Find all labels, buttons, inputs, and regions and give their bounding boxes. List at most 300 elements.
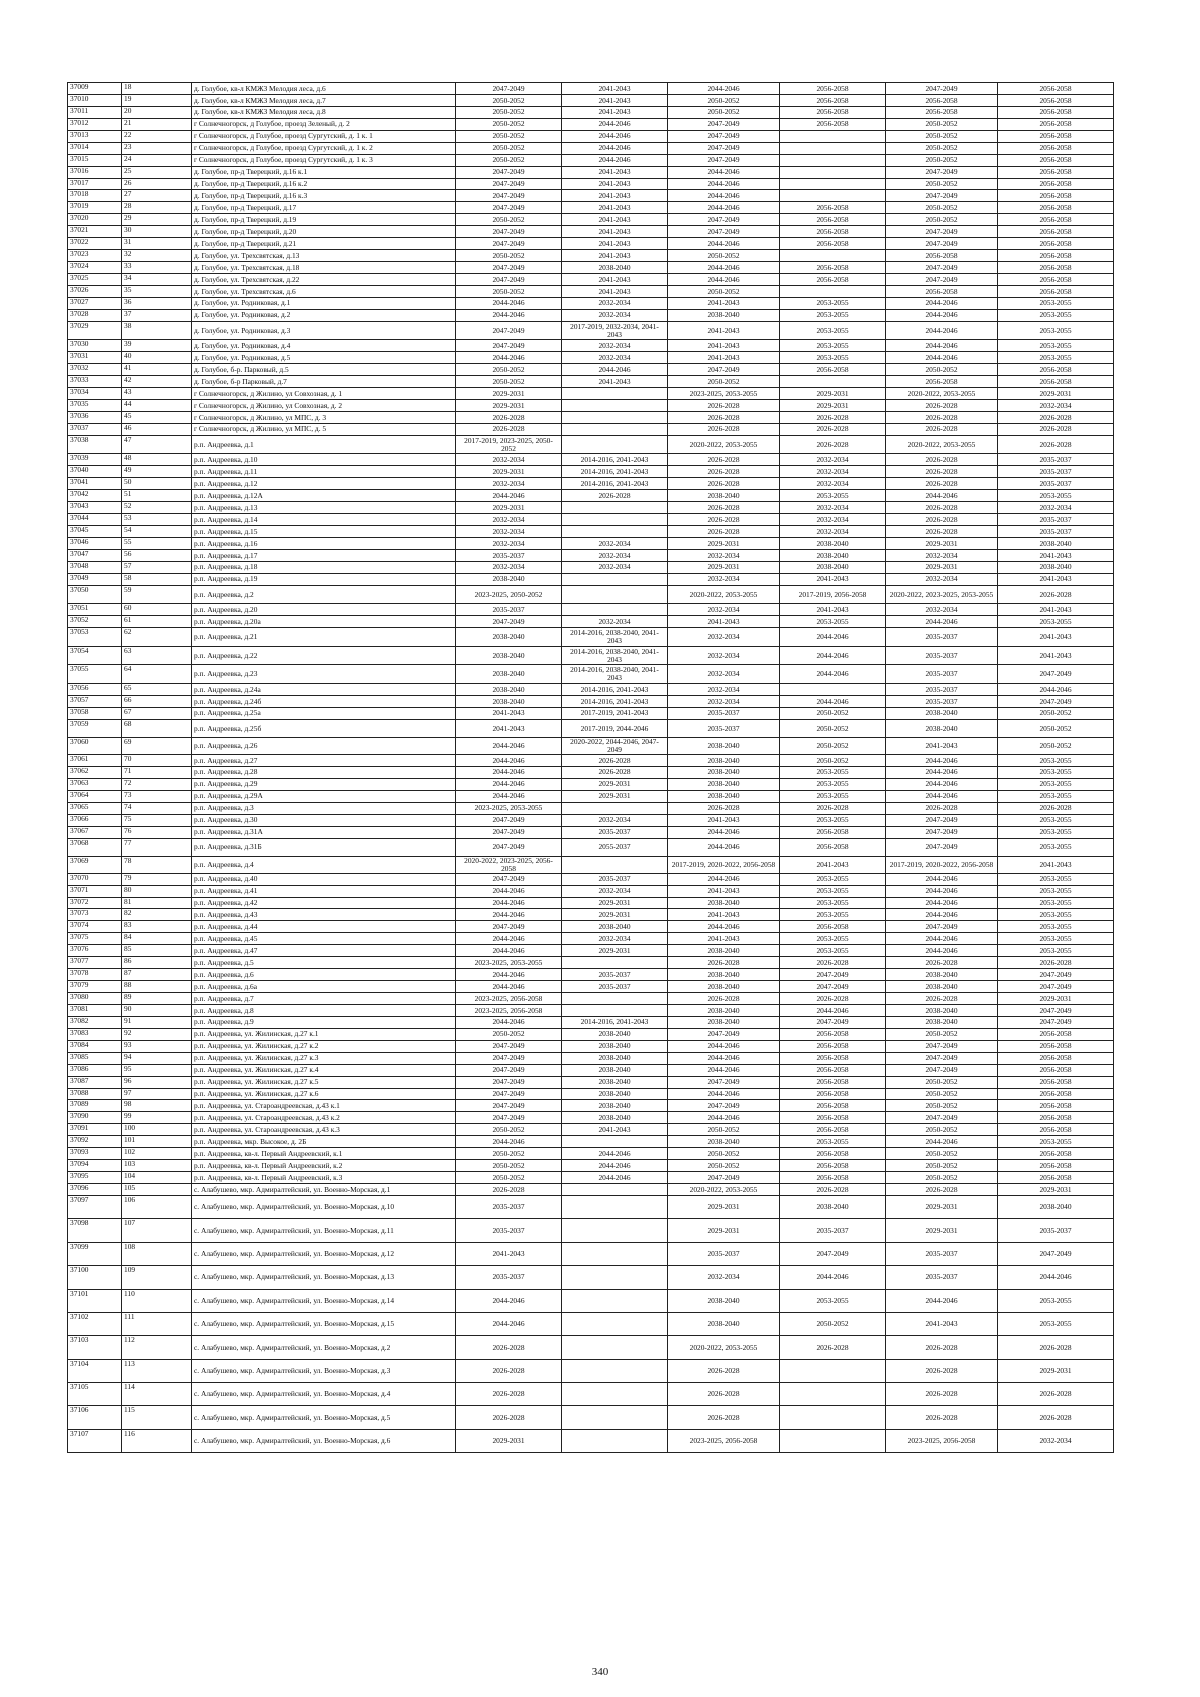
cell-address: р.п. Андреевка, д.31А — [192, 826, 456, 838]
table-row — [68, 297, 1114, 309]
cell-row-number: 90 — [122, 1004, 192, 1016]
cell-address: р.п. Андреевка, мкр. Высокое, д. 2Б — [192, 1136, 456, 1148]
table-row — [68, 1064, 1114, 1076]
cell-row-number: 116 — [122, 1429, 192, 1452]
cell-term-col-6: 2053-2055 — [998, 309, 1114, 321]
cell-term-col-1: 2029-2031 — [456, 502, 562, 514]
cell-term-col-4: 2056-2058 — [780, 202, 886, 214]
cell-term-col-3: 2032-2034 — [668, 695, 780, 707]
cell-address: р.п. Андреевка, д.24б — [192, 695, 456, 707]
cell-term-col-2: 2041-2043 — [562, 190, 668, 202]
cell-term-col-5: 2026-2028 — [886, 466, 998, 478]
cell-term-col-4: 2050-2052 — [780, 1312, 886, 1335]
table-row — [68, 285, 1114, 297]
cell-row-number: 84 — [122, 933, 192, 945]
cell-term-col-4: 2032-2034 — [780, 454, 886, 466]
cell-term-col-6: 2053-2055 — [998, 921, 1114, 933]
cell-row-id: 37090 — [68, 1112, 122, 1124]
table-row — [68, 1124, 1114, 1136]
cell-term-col-4: 2053-2055 — [780, 909, 886, 921]
cell-address: д. Голубое, ул. Родниковая, д.5 — [192, 352, 456, 364]
cell-term-col-6: 2056-2058 — [998, 238, 1114, 250]
cell-term-col-1: 2050-2052 — [456, 1172, 562, 1184]
cell-term-col-4: 2029-2031 — [780, 388, 886, 400]
cell-row-id: 37088 — [68, 1088, 122, 1100]
table-row — [68, 616, 1114, 628]
cell-address: р.п. Андреевка, ул. Староандреевская, д.43 к.3 — [192, 1124, 456, 1136]
cell-term-col-2 — [562, 435, 668, 454]
cell-row-number: 40 — [122, 352, 192, 364]
cell-term-col-5: 2029-2031 — [886, 561, 998, 573]
cell-row-number: 86 — [122, 957, 192, 969]
cell-term-col-2 — [562, 857, 668, 874]
cell-term-col-6: 2056-2058 — [998, 262, 1114, 274]
cell-term-col-1: 2044-2046 — [456, 790, 562, 802]
cell-term-col-1: 2047-2049 — [456, 238, 562, 250]
cell-term-col-3: 2038-2040 — [668, 1004, 780, 1016]
cell-term-col-1: 2032-2034 — [456, 514, 562, 526]
cell-term-col-3: 2026-2028 — [668, 1406, 780, 1429]
cell-term-col-1: 2050-2052 — [456, 142, 562, 154]
cell-address: р.п. Андреевка, д.27 — [192, 754, 456, 766]
cell-term-col-4: 2056-2058 — [780, 1148, 886, 1160]
cell-term-col-6: 2047-2049 — [998, 695, 1114, 707]
cell-term-col-4: 2056-2058 — [780, 921, 886, 933]
cell-term-col-4: 2053-2055 — [780, 297, 886, 309]
table-row — [68, 1172, 1114, 1184]
cell-term-col-3: 2038-2040 — [668, 897, 780, 909]
cell-term-col-6: 2056-2058 — [998, 285, 1114, 297]
cell-term-col-5: 2050-2052 — [886, 1160, 998, 1172]
cell-term-col-4 — [780, 142, 886, 154]
cell-term-col-3: 2035-2037 — [668, 1242, 780, 1265]
cell-term-col-5: 2026-2028 — [886, 993, 998, 1005]
cell-term-col-2: 2014-2016, 2041-2043 — [562, 695, 668, 707]
cell-address: р.п. Андреевка, д.19 — [192, 573, 456, 585]
cell-term-col-1: 2050-2052 — [456, 118, 562, 130]
cell-term-col-3: 2038-2040 — [668, 778, 780, 790]
cell-term-col-3: 2020-2022, 2053-2055 — [668, 585, 780, 604]
cell-term-col-1: 2047-2049 — [456, 1112, 562, 1124]
cell-term-col-2: 2041-2043 — [562, 166, 668, 178]
cell-term-col-3: 2041-2043 — [668, 321, 780, 340]
cell-row-number: 30 — [122, 226, 192, 238]
cell-term-col-3: 2047-2049 — [668, 142, 780, 154]
cell-address: р.п. Андреевка, ул. Жилинская, д.27 к.5 — [192, 1076, 456, 1088]
cell-address: р.п. Андреевка, д.20 — [192, 604, 456, 616]
cell-term-col-5: 2041-2043 — [886, 738, 998, 755]
cell-term-col-4: 2053-2055 — [780, 945, 886, 957]
cell-term-col-1: 2038-2040 — [456, 573, 562, 585]
cell-term-col-3: 2026-2028 — [668, 454, 780, 466]
cell-address: р.п. Андреевка, д.21 — [192, 628, 456, 647]
cell-term-col-5: 2050-2052 — [886, 130, 998, 142]
cell-term-col-3: 2047-2049 — [668, 1028, 780, 1040]
cell-row-id: 37105 — [68, 1383, 122, 1406]
cell-term-col-3: 2044-2046 — [668, 178, 780, 190]
cell-term-col-6: 2056-2058 — [998, 83, 1114, 95]
cell-row-id: 37038 — [68, 435, 122, 454]
cell-term-col-2: 2041-2043 — [562, 202, 668, 214]
cell-row-number: 78 — [122, 857, 192, 874]
cell-term-col-3: 2035-2037 — [668, 707, 780, 719]
cell-term-col-5: 2026-2028 — [886, 1336, 998, 1359]
cell-term-col-2 — [562, 411, 668, 423]
cell-term-col-1: 2047-2049 — [456, 921, 562, 933]
cell-term-col-6: 2053-2055 — [998, 754, 1114, 766]
cell-term-col-6: 2050-2052 — [998, 707, 1114, 719]
cell-term-col-1: 2044-2046 — [456, 1312, 562, 1335]
cell-term-col-1: 2047-2049 — [456, 814, 562, 826]
cell-term-col-4: 2026-2028 — [780, 802, 886, 814]
cell-term-col-3: 2041-2043 — [668, 352, 780, 364]
cell-row-id: 37078 — [68, 969, 122, 981]
table-row — [68, 897, 1114, 909]
cell-term-col-1: 2023-2025, 2056-2058 — [456, 1004, 562, 1016]
cell-row-id: 37087 — [68, 1076, 122, 1088]
cell-term-col-3: 2038-2040 — [668, 790, 780, 802]
cell-row-id: 37085 — [68, 1052, 122, 1064]
cell-term-col-2: 2032-2034 — [562, 352, 668, 364]
table-row — [68, 83, 1114, 95]
table-row — [68, 933, 1114, 945]
cell-term-col-5: 2026-2028 — [886, 478, 998, 490]
cell-row-id: 37019 — [68, 202, 122, 214]
cell-term-col-1: 2032-2034 — [456, 538, 562, 550]
cell-term-col-5: 2050-2052 — [886, 1076, 998, 1088]
cell-term-col-3: 2041-2043 — [668, 909, 780, 921]
cell-term-col-2: 2032-2034 — [562, 340, 668, 352]
cell-term-col-2: 2032-2034 — [562, 933, 668, 945]
cell-term-col-2: 2029-2031 — [562, 778, 668, 790]
cell-address: р.п. Андреевка, д.43 — [192, 909, 456, 921]
cell-address: д. Голубое, пр-д Тверецкий, д.21 — [192, 238, 456, 250]
cell-term-col-1: 2035-2037 — [456, 1195, 562, 1218]
cell-address: р.п. Андреевка, д.6а — [192, 981, 456, 993]
cell-term-col-6: 2053-2055 — [998, 1312, 1114, 1335]
cell-row-number: 35 — [122, 285, 192, 297]
cell-term-col-3: 2020-2022, 2053-2055 — [668, 435, 780, 454]
cell-term-col-6: 2056-2058 — [998, 1076, 1114, 1088]
cell-term-col-2: 2032-2034 — [562, 297, 668, 309]
cell-term-col-2: 2035-2037 — [562, 826, 668, 838]
cell-term-col-2 — [562, 1359, 668, 1382]
cell-row-number: 62 — [122, 628, 192, 647]
cell-row-id: 37017 — [68, 178, 122, 190]
cell-row-id: 37082 — [68, 1016, 122, 1028]
cell-term-col-1: 2026-2028 — [456, 1406, 562, 1429]
cell-term-col-5: 2050-2052 — [886, 118, 998, 130]
cell-term-col-1: 2035-2037 — [456, 549, 562, 561]
cell-term-col-5: 2044-2046 — [886, 340, 998, 352]
cell-term-col-4: 2056-2058 — [780, 1112, 886, 1124]
cell-term-col-5: 2017-2019, 2020-2022, 2056-2058 — [886, 857, 998, 874]
cell-term-col-5: 2032-2034 — [886, 604, 998, 616]
cell-row-number: 111 — [122, 1312, 192, 1335]
cell-term-col-5: 2050-2052 — [886, 1172, 998, 1184]
cell-address: с. Алабушево, мкр. Адмиралтейский, ул. Военно-Морская, д.11 — [192, 1219, 456, 1242]
cell-term-col-1: 2044-2046 — [456, 933, 562, 945]
cell-term-col-5: 2050-2052 — [886, 142, 998, 154]
cell-term-col-6: 2029-2031 — [998, 993, 1114, 1005]
cell-term-col-5: 2044-2046 — [886, 297, 998, 309]
cell-address: р.п. Андреевка, д.40 — [192, 873, 456, 885]
cell-term-col-1: 2044-2046 — [456, 490, 562, 502]
cell-row-number: 31 — [122, 238, 192, 250]
cell-row-number: 20 — [122, 106, 192, 118]
cell-term-col-5: 2047-2049 — [886, 1112, 998, 1124]
cell-term-col-4: 2050-2052 — [780, 738, 886, 755]
cell-term-col-5: 2044-2046 — [886, 352, 998, 364]
cell-address: р.п. Андреевка, д.44 — [192, 921, 456, 933]
cell-row-number: 92 — [122, 1028, 192, 1040]
table-row — [68, 838, 1114, 857]
cell-row-id: 37016 — [68, 166, 122, 178]
cell-term-col-2: 2035-2037 — [562, 981, 668, 993]
cell-term-col-1: 2026-2028 — [456, 1383, 562, 1406]
cell-term-col-1: 2047-2049 — [456, 1076, 562, 1088]
cell-term-col-3: 2047-2049 — [668, 1172, 780, 1184]
cell-term-col-6: 2056-2058 — [998, 274, 1114, 286]
cell-term-col-6: 2053-2055 — [998, 352, 1114, 364]
cell-term-col-3: 2026-2028 — [668, 526, 780, 538]
table-row — [68, 1112, 1114, 1124]
cell-term-col-3: 2044-2046 — [668, 262, 780, 274]
cell-term-col-6: 2029-2031 — [998, 388, 1114, 400]
cell-term-col-2: 2014-2016, 2038-2040, 2041-2043 — [562, 628, 668, 647]
table-row — [68, 665, 1114, 684]
cell-term-col-5: 2038-2040 — [886, 707, 998, 719]
cell-row-id: 37014 — [68, 142, 122, 154]
cell-term-col-6: 2053-2055 — [998, 873, 1114, 885]
cell-term-col-4: 2056-2058 — [780, 262, 886, 274]
cell-term-col-4: 2056-2058 — [780, 1124, 886, 1136]
cell-row-number: 102 — [122, 1148, 192, 1160]
table-row — [68, 957, 1114, 969]
cell-term-col-2 — [562, 604, 668, 616]
table-row — [68, 1312, 1114, 1335]
page-number: 340 — [591, 1666, 609, 1678]
cell-term-col-1: 2032-2034 — [456, 526, 562, 538]
cell-row-id: 37098 — [68, 1219, 122, 1242]
cell-term-col-5: 2050-2052 — [886, 154, 998, 166]
cell-term-col-3: 2026-2028 — [668, 423, 780, 435]
cell-row-number: 57 — [122, 561, 192, 573]
cell-term-col-1: 2044-2046 — [456, 1136, 562, 1148]
cell-term-col-3: 2032-2034 — [668, 628, 780, 647]
cell-row-number: 93 — [122, 1040, 192, 1052]
cell-term-col-6: 2026-2028 — [998, 411, 1114, 423]
cell-term-col-5: 2047-2049 — [886, 838, 998, 857]
cell-row-id: 37080 — [68, 993, 122, 1005]
cell-term-col-5: 2044-2046 — [886, 885, 998, 897]
cell-term-col-5: 2026-2028 — [886, 411, 998, 423]
cell-term-col-5: 2038-2040 — [886, 969, 998, 981]
cell-term-col-3: 2026-2028 — [668, 514, 780, 526]
cell-term-col-6: 2056-2058 — [998, 1160, 1114, 1172]
cell-term-col-4: 2050-2052 — [780, 719, 886, 738]
table-row — [68, 719, 1114, 738]
cell-address: г Солнечногорск, д Голубое, проезд Сургутский, д. 1 к. 3 — [192, 154, 456, 166]
cell-term-col-5: 2044-2046 — [886, 945, 998, 957]
cell-term-col-5: 2026-2028 — [886, 1383, 998, 1406]
cell-term-col-6: 2026-2028 — [998, 1383, 1114, 1406]
cell-term-col-5: 2050-2052 — [886, 1148, 998, 1160]
cell-term-col-1: 2050-2052 — [456, 130, 562, 142]
cell-term-col-2: 2014-2016, 2041-2043 — [562, 454, 668, 466]
cell-row-id: 37107 — [68, 1429, 122, 1452]
cell-row-number: 22 — [122, 130, 192, 142]
cell-row-id: 37097 — [68, 1195, 122, 1218]
table-row — [68, 1136, 1114, 1148]
cell-address: р.п. Андреевка, д.4 — [192, 857, 456, 874]
cell-term-col-1: 2050-2052 — [456, 1148, 562, 1160]
cell-row-id: 37084 — [68, 1040, 122, 1052]
cell-term-col-3: 2038-2040 — [668, 309, 780, 321]
cell-term-col-5: 2047-2049 — [886, 826, 998, 838]
cell-term-col-5: 2056-2058 — [886, 250, 998, 262]
cell-row-number: 80 — [122, 885, 192, 897]
cell-term-col-3: 2038-2040 — [668, 981, 780, 993]
cell-row-id: 37051 — [68, 604, 122, 616]
cell-row-number: 100 — [122, 1124, 192, 1136]
cell-row-number: 45 — [122, 411, 192, 423]
cell-row-id: 37045 — [68, 526, 122, 538]
cell-row-number: 64 — [122, 665, 192, 684]
cell-term-col-5: 2032-2034 — [886, 573, 998, 585]
table-body — [68, 83, 1114, 1453]
cell-row-id: 37027 — [68, 297, 122, 309]
cell-row-number: 110 — [122, 1289, 192, 1312]
cell-row-number: 60 — [122, 604, 192, 616]
cell-term-col-3: 2038-2040 — [668, 490, 780, 502]
cell-term-col-4: 2056-2058 — [780, 106, 886, 118]
cell-term-col-2: 2038-2040 — [562, 1088, 668, 1100]
cell-row-number: 42 — [122, 376, 192, 388]
cell-term-col-2: 2041-2043 — [562, 226, 668, 238]
cell-term-col-6: 2056-2058 — [998, 1088, 1114, 1100]
cell-row-id: 37035 — [68, 400, 122, 412]
cell-term-col-6: 2047-2049 — [998, 1016, 1114, 1028]
cell-term-col-1: 2050-2052 — [456, 106, 562, 118]
table-row — [68, 857, 1114, 874]
cell-term-col-4: 2056-2058 — [780, 1160, 886, 1172]
table-row — [68, 826, 1114, 838]
cell-term-col-4: 2053-2055 — [780, 1289, 886, 1312]
cell-address: р.п. Андреевка, д.5 — [192, 957, 456, 969]
cell-term-col-5: 2044-2046 — [886, 754, 998, 766]
cell-term-col-4: 2041-2043 — [780, 857, 886, 874]
cell-term-col-1: 2044-2046 — [456, 309, 562, 321]
table-row — [68, 388, 1114, 400]
cell-row-id: 37075 — [68, 933, 122, 945]
cell-address: г Солнечногорск, д Жилино, ул Совхозная, д. 1 — [192, 388, 456, 400]
cell-term-col-4: 2056-2058 — [780, 118, 886, 130]
cell-row-number: 37 — [122, 309, 192, 321]
cell-address: р.п. Андреевка, д.47 — [192, 945, 456, 957]
cell-term-col-6: 2044-2046 — [998, 684, 1114, 696]
cell-term-col-1: 2041-2043 — [456, 707, 562, 719]
cell-row-number: 115 — [122, 1406, 192, 1429]
table-row — [68, 400, 1114, 412]
cell-term-col-4: 2053-2055 — [780, 1136, 886, 1148]
cell-address: р.п. Андреевка, ул. Жилинская, д.27 к.3 — [192, 1052, 456, 1064]
cell-term-col-2: 2041-2043 — [562, 238, 668, 250]
cell-term-col-1: 2035-2037 — [456, 1266, 562, 1289]
cell-term-col-6: 2056-2058 — [998, 1148, 1114, 1160]
cell-term-col-3: 2044-2046 — [668, 1088, 780, 1100]
cell-address: г Солнечногорск, д Жилино, ул Совхозная, д. 2 — [192, 400, 456, 412]
cell-term-col-3: 2026-2028 — [668, 1359, 780, 1382]
cell-row-number: 32 — [122, 250, 192, 262]
cell-term-col-2 — [562, 514, 668, 526]
cell-row-number: 83 — [122, 921, 192, 933]
cell-address: р.п. Андреевка, д.9 — [192, 1016, 456, 1028]
cell-term-col-6: 2038-2040 — [998, 1195, 1114, 1218]
cell-row-number: 104 — [122, 1172, 192, 1184]
cell-term-col-5: 2047-2049 — [886, 921, 998, 933]
cell-term-col-2 — [562, 400, 668, 412]
cell-row-id: 37055 — [68, 665, 122, 684]
table-row — [68, 202, 1114, 214]
cell-term-col-5: 2020-2022, 2053-2055 — [886, 388, 998, 400]
cell-term-col-1: 2023-2025, 2053-2055 — [456, 957, 562, 969]
cell-term-col-4: 2056-2058 — [780, 1052, 886, 1064]
cell-term-col-4: 2056-2058 — [780, 274, 886, 286]
table-row — [68, 1016, 1114, 1028]
cell-term-col-1: 2029-2031 — [456, 466, 562, 478]
cell-term-col-6: 2026-2028 — [998, 423, 1114, 435]
cell-term-col-6: 2038-2040 — [998, 561, 1114, 573]
cell-term-col-1: 2050-2052 — [456, 364, 562, 376]
table-row — [68, 1148, 1114, 1160]
table-row — [68, 364, 1114, 376]
table-row — [68, 178, 1114, 190]
cell-address: р.п. Андреевка, д.22 — [192, 646, 456, 665]
cell-row-id: 37037 — [68, 423, 122, 435]
cell-row-id: 37009 — [68, 83, 122, 95]
cell-term-col-3: 2047-2049 — [668, 214, 780, 226]
cell-row-number: 52 — [122, 502, 192, 514]
cell-term-col-2: 2055-2037 — [562, 838, 668, 857]
cell-term-col-4: 2032-2034 — [780, 502, 886, 514]
cell-row-number: 99 — [122, 1112, 192, 1124]
table-row — [68, 340, 1114, 352]
table-row — [68, 1266, 1114, 1289]
cell-term-col-1: 2029-2031 — [456, 400, 562, 412]
cell-term-col-3: 2050-2052 — [668, 1148, 780, 1160]
cell-term-col-5: 2026-2028 — [886, 454, 998, 466]
cell-term-col-5: 2044-2046 — [886, 790, 998, 802]
cell-term-col-4: 2038-2040 — [780, 1195, 886, 1218]
table-row — [68, 423, 1114, 435]
cell-term-col-3: 2047-2049 — [668, 154, 780, 166]
cell-row-number: 112 — [122, 1336, 192, 1359]
cell-term-col-1: 2029-2031 — [456, 388, 562, 400]
table-row — [68, 154, 1114, 166]
cell-term-col-1: 2017-2019, 2023-2025, 2050-2052 — [456, 435, 562, 454]
cell-row-id: 37031 — [68, 352, 122, 364]
cell-term-col-2 — [562, 1195, 668, 1218]
cell-row-number: 97 — [122, 1088, 192, 1100]
cell-term-col-3: 2047-2049 — [668, 1076, 780, 1088]
cell-address: д. Голубое, пр-д Тверецкий, д.16 к.1 — [192, 166, 456, 178]
cell-term-col-6: 2050-2052 — [998, 719, 1114, 738]
cell-term-col-2: 2017-2019, 2032-2034, 2041-2043 — [562, 321, 668, 340]
cell-address: д. Голубое, пр-д Тверецкий, д.16 к.2 — [192, 178, 456, 190]
cell-row-id: 37071 — [68, 885, 122, 897]
cell-address: д. Голубое, кв-л КМЖЗ Мелодия леса, д.8 — [192, 106, 456, 118]
